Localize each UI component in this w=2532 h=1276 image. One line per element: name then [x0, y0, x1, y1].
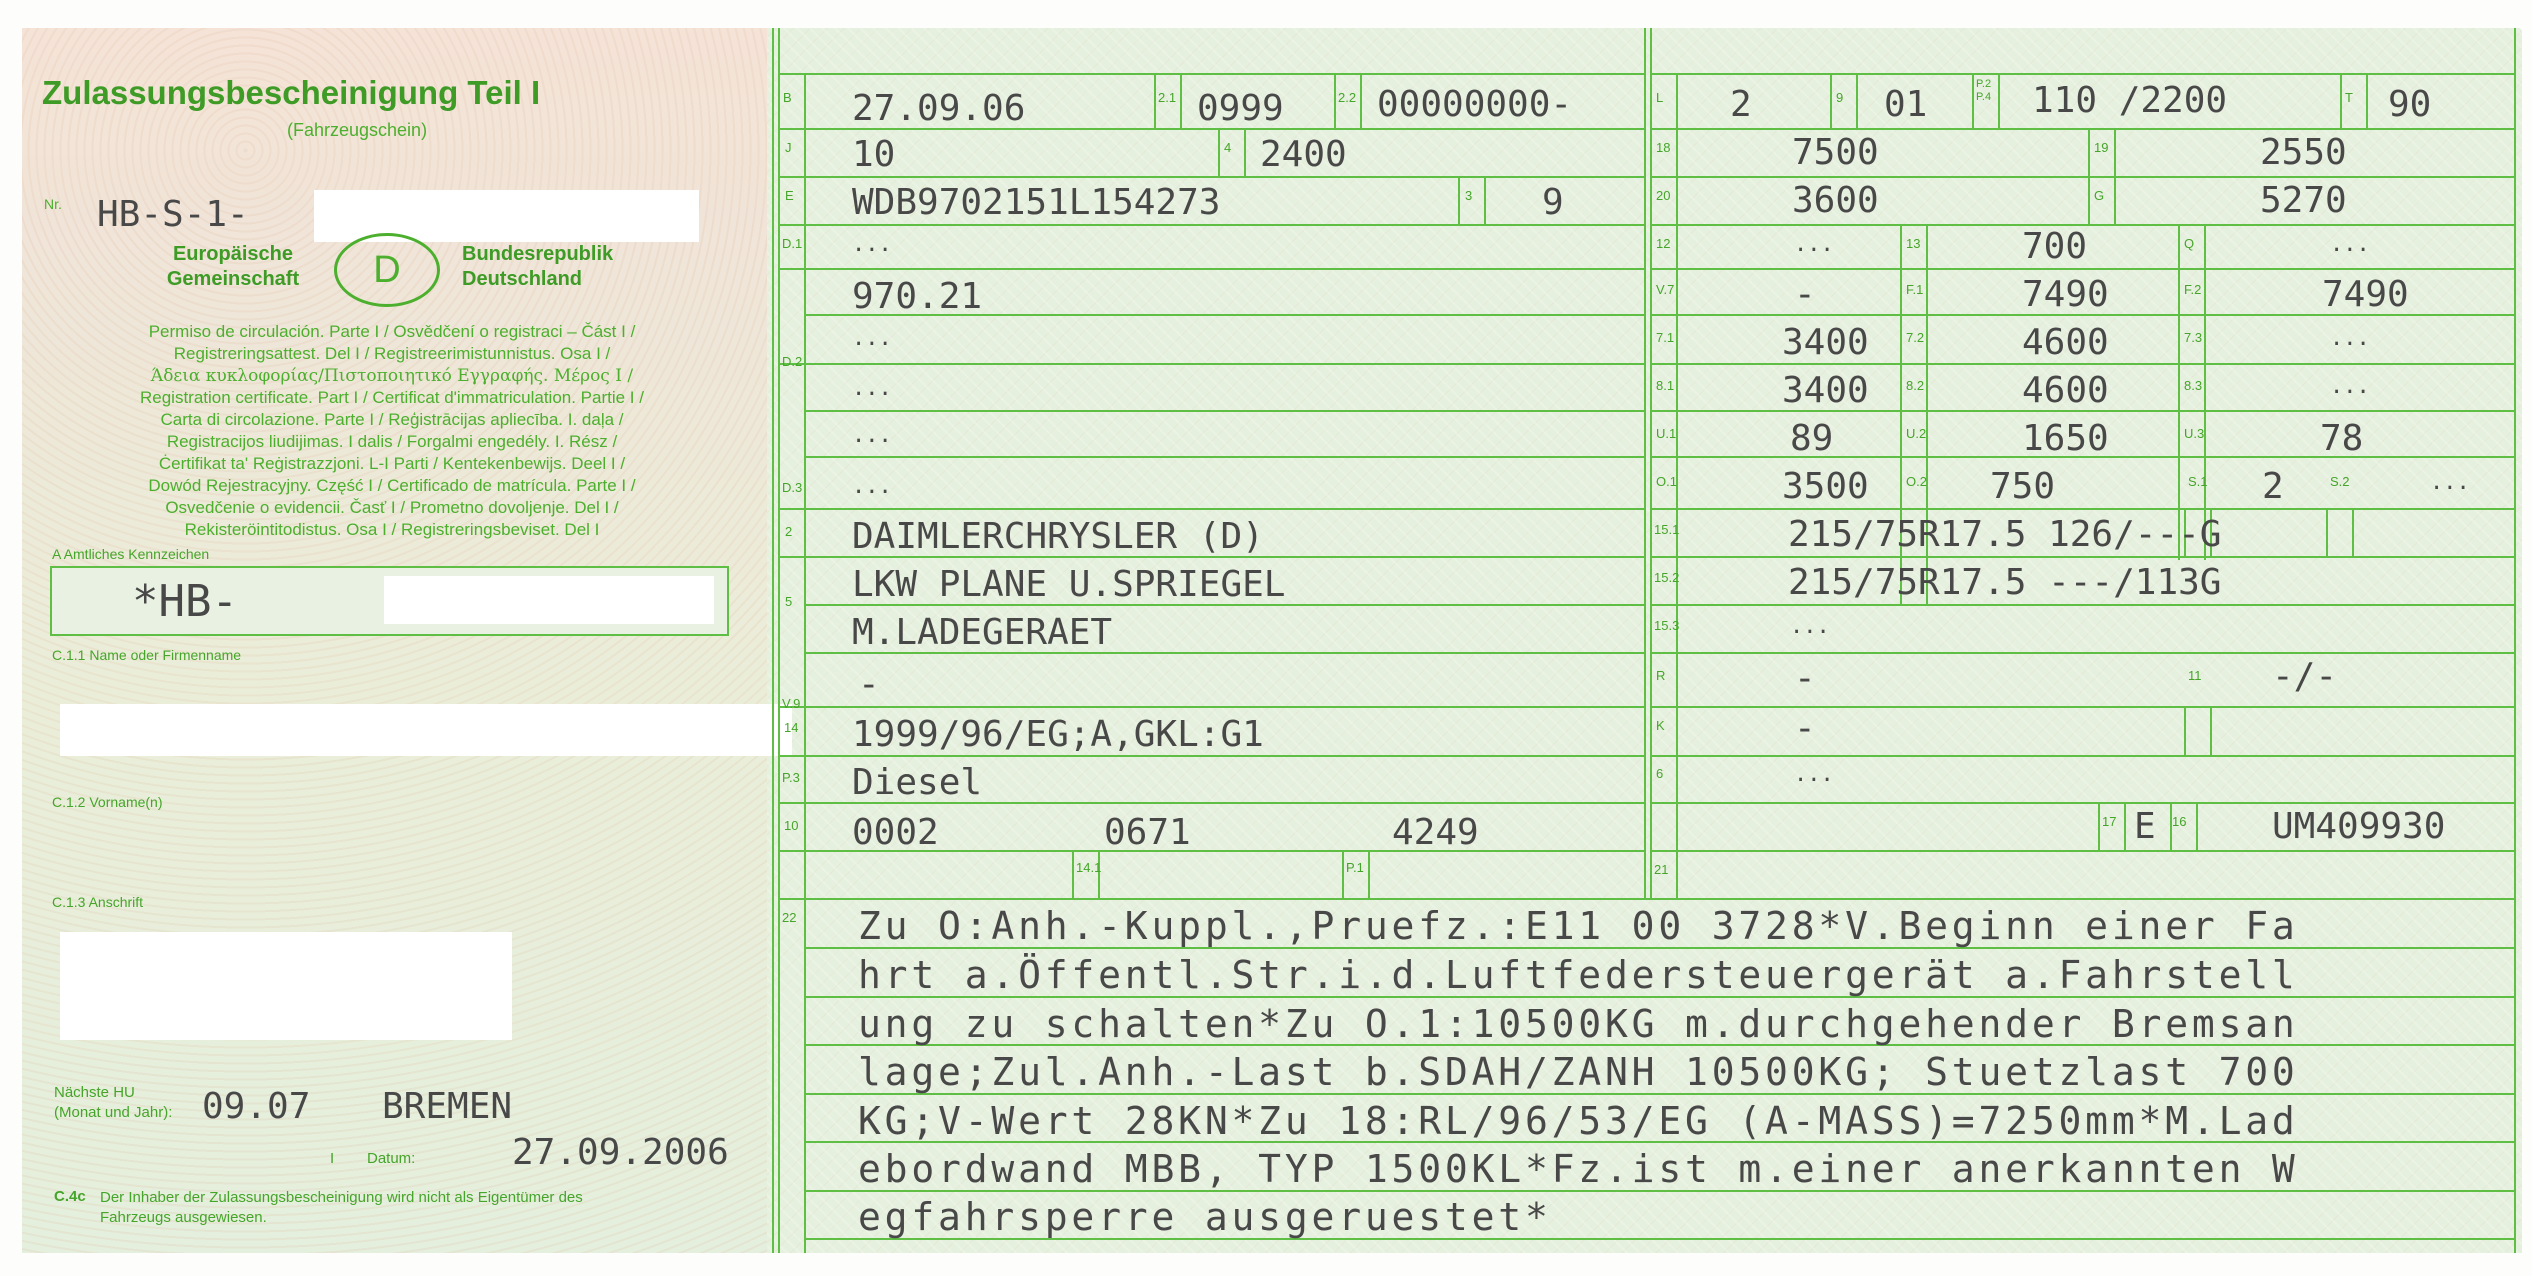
doc-number-value: UM409930 — [2272, 806, 2446, 847]
remarks-line: egfahrsperre ausgeruestet* — [858, 1195, 1552, 1239]
remarks-line: ung zu schalten*Zu O.1:10500KG m.durchgehender Bremsan — [858, 1002, 2299, 1046]
date-label: Datum: — [367, 1150, 416, 1167]
de-label: Bundesrepublik Deutschland — [462, 243, 614, 290]
emission-class-value: 1999/96/EG;A,GKL:G1 — [852, 714, 1264, 755]
left-panel: Zulassungsbescheinigung Teil I (Fahrzeugschein) Nr. HB-S-1- Europäische Gemeinschaft D Bundesrepublik Deutschland Permiso de circulación. Parte I / Osvědčení o registraci – Část I / Registreringsattest. Del I / Registreerimistunnistus. Osa I / Άδεια κυκλοφορίας/Πιστοποιητικό Εγγραφής. Μέρος I / Registration certificate. Part I / Certificat d'immatriculation. Partie I / Carta di circolazione. Parte I / Reģistrācijas apliecība. I. daļa / Registracijos liudijimas. I dalis / Forgalmi engedély. I. Rész / Ċertifikat ta' Reġistrazzjoni. L-I Parti / Kentekenbewijs. Deel I / Dowód Rejestracyjny. Część I / Certificado de matrícula. Parte I / Osvedčenie o evidencii. Časť I / Prometno dovoljenje. Del I / Rekisteröintitodistus. Osa I / Registreringsbeviset. Del I A Amtliches Kennzeichen *HB- C.1.1 Name oder Firmenname C.1.2 Vorname(n) C.1.3 Anschrift Nächste HU (Monat und Jahr): 09.07 BREMEN I Datum: 27.09.2006 C.4c Der Inhaber der Zulassungsbescheinigung wird nicht als Eigentümer des Fahrzeugs ausgewiesen. — [22, 28, 767, 1253]
c13-label: C.1.3 Anschrift — [52, 894, 144, 910]
vin-value: WDB9702151L154273 — [852, 182, 1221, 223]
fuel-value: Diesel — [852, 762, 983, 803]
nr-label: Nr. — [44, 196, 62, 212]
nr-value: HB-S-1- — [97, 194, 249, 235]
date-value: 27.09.2006 — [512, 1132, 729, 1173]
remarks-line: Zu O:Anh.-Kuppl.,Pruefz.:E11 00 3728*V.Beginn einer Fa — [858, 904, 2299, 948]
value-d1-type: 970.21 — [852, 276, 983, 317]
tyres-axle1-value: 215/75R17.5 126/---G — [1788, 514, 2222, 555]
license-plate-value: *HB- — [132, 576, 238, 627]
seats-value: 2 — [2262, 466, 2284, 507]
value-3: 9 — [1542, 182, 1564, 223]
label-b: B — [783, 90, 792, 105]
license-plate-box — [50, 566, 729, 636]
c4c-code: C.4c — [54, 1188, 86, 1205]
eu-label: Europäische Gemeinschaft — [166, 243, 300, 290]
remarks-label: 22 — [782, 910, 797, 925]
name-redaction — [60, 704, 792, 756]
value-4: 2400 — [1260, 134, 1347, 175]
tyres-axle2-value: 215/75R17.5 ---/113G — [1788, 562, 2222, 603]
remarks-line: hrt a.Öffentl.Str.i.d.Luftfedersteuergerät a.Fahrstell — [858, 953, 2299, 997]
plate-redaction — [384, 576, 714, 624]
displacement-value: 4249 — [1392, 812, 1479, 853]
remarks-line: ebordwand MBB, TYP 1500KL*Fz.ist m.einer anerkannten W — [858, 1147, 2299, 1191]
value-j: 10 — [852, 134, 896, 175]
vehicle-type-value: LKW PLANE U.SPRIEGEL — [852, 564, 1286, 605]
place-value: BREMEN — [382, 1086, 513, 1127]
country-oval-icon: D — [334, 233, 440, 307]
vehicle-type-value-2: M.LADEGERAET — [852, 612, 1113, 653]
i-label: I — [330, 1150, 335, 1167]
remarks-line: lage;Zul.Anh.-Last b.SDAH/ZANH 10500KG; Stuetzlast 700 — [858, 1050, 2299, 1094]
a-label: A Amtliches Kennzeichen — [52, 546, 210, 562]
value-b: 27.09.06 — [852, 88, 1026, 129]
c4c-note: Der Inhaber der Zulassungsbescheinigung wird nicht als Eigentümer des Fahrzeugs ausgewiesen. — [100, 1189, 583, 1226]
max-speed-value: 90 — [2388, 84, 2432, 125]
document-title: Zulassungsbescheinigung Teil I — [42, 74, 541, 111]
manufacturer-value: DAIMLERCHRYSLER (D) — [852, 516, 1264, 557]
empty-mass-value: 5270 — [2260, 180, 2347, 221]
hu-value: 09.07 — [202, 1086, 311, 1127]
hu-label: Nächste HU (Monat und Jahr): — [54, 1084, 173, 1121]
document-subtitle: (Fahrzeugschein) — [287, 120, 428, 140]
c11-label: C.1.1 Name oder Firmenname — [52, 647, 242, 663]
c12-label: C.1.2 Vorname(n) — [52, 794, 163, 810]
address-redaction — [60, 932, 512, 1040]
value-2-1: 0999 — [1197, 88, 1284, 129]
registration-certificate: Zulassungsbescheinigung Teil I (Fahrzeugschein) Nr. HB-S-1- Europäische Gemeinschaft D Bundesrepublik Deutschland Permiso de circulación. Parte I / Osvědčení o registraci – Část I / Registreringsattest. Del I / Registreerimistunnistus. Osa I / Άδεια κυκλοφορίας/Πιστοποιητικό Εγγραφής. Μέρος I / Registration certificate. Part I / Certificat d'immatriculation. Partie I / Carta di circolazione. Parte I / Reģistrācijas apliecība. I. daļa / Registracijos liudijimas. I dalis / Forgalmi engedély. I. Rész / Ċertifikat ta' Reġistrazzjoni. L-I Parti / Kentekenbewijs. Deel I / Dowód Rejestracyjny. Część I / Certificado de matrícula. Parte I / Osvedčenie o evidencii. Časť I / Prometno dovoljenje. Del I / Rekisteröintitodistus. Osa I / Registreringsbeviset. Del I A Amtliches Kennzeichen *HB- C.1.1 Name oder Firmenname C.1.2 Vorname(n) C.1.3 Anschrift Nächste HU (Monat und Jahr): 09.07 BREMEN I Datum: 27.09.2006 C.4c Der Inhaber der Zulassungsbescheinigung wird nicht als Eigentümer des Fahrzeugs ausgewiesen. B 27.09.06 2.1 0999 2.2 00000000- J 10 4 2400 E WDB9702151L154273 3 9 D.1 ... 970.21 D.2 ... ... ... D.3 ... 2 DAIMLERCHRYSLER (D) 5 LKW PLANE U.SPRIEGEL M.LADEGERAET V.9 - 14 1999/96/EG;A,GKL:G1 P.3 Diesel 10 0002 14.1 0671 P.1 4249 L 2 9 01 P.2 P.4 110 /2200 T 90 18 7500 19 2550 20 3600 G 5270 12 ... 13 700 Q ... V.7 - F.1 7490 F.2 7490 7.1 3400 7.2 4600 7.3 ... 8.1 3400 8.2 4600 8.3 ... U.1 89 U.2 1650 U.3 78 O.1 3500 O.2 750 S.1 2 S.2 ... 15.1 215/75R17.5 126/---G 15.2 215/75R17.5 ---/113G 15.3 ... R - 11 -/- K - 6 ... 17 E 16 UM409930 21 22 Zu O:Anh.-Kuppl.,Pruefz.:E11 00 3728*V.Beginn einer Fa hrt a.Öffentl.Str.i.d.Luftfedersteuergerät a.Fahrstell ung zu schalten*Zu O.1:10500KG m.durchgehender Bremsan lage;Zul.Anh.-Last b.SDAH/ZANH 10500KG; Stuetzlast 700 KG;V-Wert 28KN*Zu 18:RL/96/53/EG (A-MASS)=7250mm*M.Lad ebordwand MBB, TYP 1500KL*Fz.ist m.einer anerkannten W egfahrsperre ausgeruestet* — [22, 28, 2522, 1253]
value-2-2: 00000000- — [1377, 84, 1573, 125]
power-value: 110 /2200 — [2032, 80, 2228, 121]
remarks-line: KG;V-Wert 28KN*Zu 18:RL/96/53/EG (A-MASS)=7250mm*M.Lad — [858, 1099, 2299, 1143]
